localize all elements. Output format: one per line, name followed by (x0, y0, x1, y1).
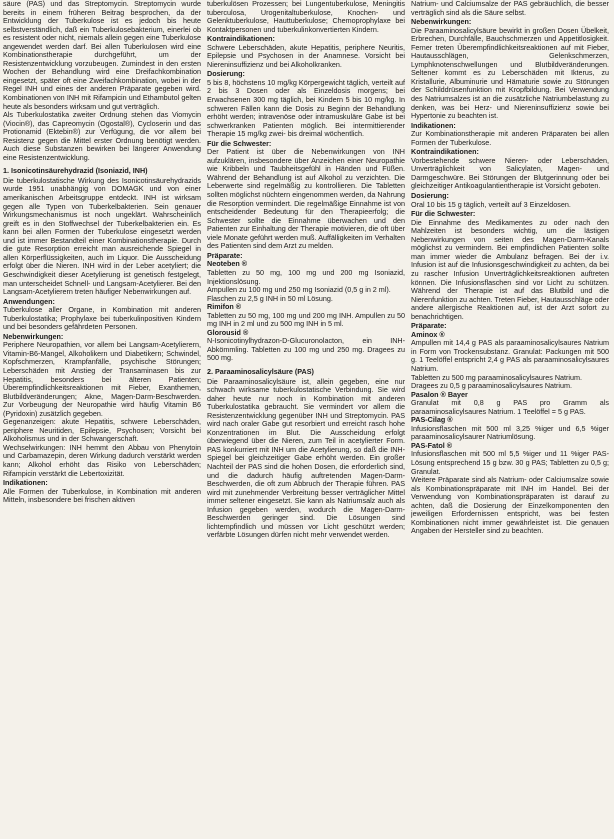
subheading: Für die Schwester: (207, 138, 272, 148)
paragraph: Flaschen zu 2,5 g INH in 50 ml Lösung. (207, 293, 333, 303)
paragraph: Die tuberkulostatische Wirkung des Isonicotinsäurehydrazids wurde 1951 unabhängig von DOMAGK und von einer amerikanischen Arbeitsgruppe entdeckt. INH ist wirksam gegen alle Typen von Tuberkelbakterien. Sein genauer Wirkungsmechanismus ist noch ungeklärt. Wahrscheinlich greift es in den Stoffwechsel der Tuberkelbakterien ein. Es kann bei allen Formen der Tuberkulose eingesetzt werden und ist immer Bestandteil einer Kombinationstherapie. Durch die gute Resorption erreicht man ausreichende Spiegel in allen Körperflüssigkeiten, auch im Liquor. Die Ausscheidung erfolgt über die Nieren. INH wird in der Leber acetyliert; die Geschwindigkeit dieser Acetylierung ist genetisch festgelegt, man unterscheidet Schnell- und Langsam-Acetylierer. Bei den Langsam-Acetylierern treten häufiger Nebenwirkungen auf. (3, 175, 201, 297)
product-name: Rimifon ® (207, 302, 242, 312)
product-name: PAS-Cilag ® (411, 415, 453, 425)
paragraph: Alle Formen der Tuberkulose, in Kombination mit anderen Mitteln, insbesondere bei frischen aktiven (3, 486, 201, 505)
text-column-right (411, 0, 609, 839)
paragraph: Infusionsflaschen mit 500 ml 3,25 %iger und 6,5 %iger paraaminosalicylsaurer Natriumlösung. (411, 423, 609, 442)
subheading: Kontraindikationen: (411, 147, 479, 157)
paragraph: Gegenanzeigen: akute Hepatitis, schwere Leberschäden, periphere Neuritiden, Epilepsie, Psychosen; Vorsicht bei Alkoholismus und in der Schwangerschaft. (3, 417, 201, 444)
paragraph: Dragees zu 0,5 g paraaminosalicylsaures Natrium. (411, 381, 572, 391)
subheading: Für die Schwester: (411, 209, 476, 219)
subheading: Anwendungen: (3, 296, 55, 306)
paragraph: 5 bis 8, höchstens 10 mg/kg Körpergewicht täglich, verteilt auf 2 bis 3 Dosen oder als Einzeldosis morgens; bei Erwachsenen 300 mg täglich, bei Kindern 5 bis 10 mg/kg. In schweren Fällen kann die Dosis zu Beginn der Behandlung erhöht werden; intravenöse oder intramuskuläre Gabe ist bei schwerkranken Patienten möglich. Bei intermittierender Therapie 15 mg/kg zwei- bis dreimal wöchentlich. (207, 77, 405, 139)
paragraph: Oral 10 bis 15 g täglich, verteilt auf 3 Einzeldosen. (411, 199, 571, 209)
subheading: Indikationen: (411, 120, 456, 130)
subheading: Dosierung: (411, 191, 449, 201)
paragraph: Schwere Leberschäden, akute Hepatitis, periphere Neuritis, Epilepsie und Psychosen in der Anamnese. Vorsicht bei Niereninsuffizienz und bei Alkoholkranken. (207, 42, 405, 69)
paragraph: Ampullen mit 14,4 g PAS als paraaminosalicylsaures Natrium in Form von Trockensubstanz. Granulat: Packungen mit 500 g. 1 Teelöffel entspricht 2,4 g PAS als paraaminosalicylsaures Natrium. (411, 338, 609, 373)
section-heading: 1. Isonicotinsäurehydrazid (Isoniazid, INH) (3, 166, 148, 176)
product-name: Pasalon ® Bayer (411, 389, 468, 399)
paragraph: Infusionsflaschen mit 500 ml 5,5 %iger und 11 %iger PAS-Lösung entsprechend 15 g bzw. 30 g PAS; Tabletten zu 0,5 g; Granulat. (411, 449, 609, 476)
product-name: Glorousid ® (207, 327, 249, 337)
paragraph: Periphere Neuropathien, vor allem bei Langsam-Acetylierern, Vitamin-B6-Mangel, Alkoholikern und Diabetikern; Schwindel, Kopfschmerzen, Krampfanfälle, psychische Störungen; Leberschäden mit Anstieg der Transaminasen bis zur Hepatitis, besonders bei älteren Patienten; Überempfindlichkeitsreaktionen mit Fieber, Exanthemen, Blutbildveränderungen; Akne, Magen-Darm-Beschwerden. Zur Vorbeugung der Neuropathie wird häufig Vitamin B6 (Pyridoxin) zusätzlich gegeben. (3, 340, 201, 418)
subheading: Präparate: (207, 250, 243, 260)
subheading: Nebenwirkungen: (411, 17, 472, 27)
text-column-left (3, 0, 201, 839)
paragraph: Die Einnahme des Medikamentes zu oder nach den Mahlzeiten ist besonders wichtig, um die lästigen Nebenwirkungen von seiten des Magen-Darm-Kanals möglichst zu vermindern. Bei empfindlichen Patienten sollte man immer wieder die Ambulanz befragen. Bei der i.v. Infusion ist auf die Infusionsgeschwindigkeit zu achten, da bei zu rascher Infusion Unverträglichkeitsreaktionen auftreten können. Die Infusionsflaschen sind vor Licht zu schützen. Während der Therapie ist auf das Blutbild und die Nierenfunktion zu achten. Treten Fieber, Hautausschläge oder andere allergische Reaktionen auf, ist der Arzt sofort zu benachrichtigen. (411, 217, 609, 321)
paragraph: N-Isonicotinylhydrazon-D-Glucuronolacton, ein INH-Abkömmling. Tabletten zu 100 mg und 250 mg. Dragees zu 500 mg. (207, 336, 405, 363)
paragraph: säure (PAS) und das Streptomycin. Streptomycin wurde bereits in einem früheren Beitrag besprochen, da der Entwicklung der Tuberkulose ist es jedoch bis heute selbstverständlich, daß ein Tuberkulosebakterium, einerlei ob es resistent oder nicht, niemals allein gegen eine Tuberkulose angewendet werden darf. Bei allen Tuberkulosen wird eine Kombinationstherapie durchgeführt, um der Resistenzentwicklung vorzubeugen. Zumindest in den ersten Wochen der Behandlung wird eine Dreifachkombination eingesetzt, später oft eine Zweifachkombination, wobei in der Regel INH und eines der anderen Präparate gegeben wird. Kombinationen von INH mit Rifampicin und Ethambutol gelten heute als besonders wirksam und gut verträglich. (3, 0, 201, 111)
paragraph: Tuberkulose aller Organe, in Kombination mit anderen Tuberkulostatika; Prophylaxe bei tuberkulinpositiven Kindern und bei besonders gefährdeten Personen. (3, 305, 201, 332)
section-heading: 2. Paraaminosalicylsäure (PAS) (207, 366, 314, 376)
paragraph: Ampullen zu 100 mg und 250 mg Isoniazid (0,5 g in 2 ml). (207, 285, 391, 295)
subheading: Kontraindikationen: (207, 34, 275, 44)
paragraph: Der Patient ist über die Nebenwirkungen von INH aufzuklären, insbesondere über Anzeichen einer Neuropathie wie Kribbeln und Taubheitsgefühl in Händen und Füßen. Während der Behandlung ist auf Alkohol zu verzichten. Die Leberwerte sind regelmäßig zu kontrollieren. Die Tabletten sollten möglichst nüchtern eingenommen werden, da Nahrung die Resorption vermindert. Die regelmäßige Einnahme ist von entscheidender Bedeutung für den Therapieerfolg; die Schwester sollte die Einnahme überwachen und den Patienten zur Einhaltung der Therapie motivieren, die oft über viele Monate geführt werden muß. Auffälligkeiten im Verhalten des Patienten sind dem Arzt zu melden. (207, 147, 405, 251)
paragraph: Die Paraaminosalicylsäure bewirkt in großen Dosen Übelkeit, Erbrechen, Durchfälle, Bauchschmerzen und Appetitlosigkeit. Ferner treten Überempfindlichkeitsreaktionen auf mit Fieber, Hautausschlägen, Gelenkschmerzen, Lymphknotenschwellungen und Blutbildveränderungen. Seltener kommt es zu Leberschäden mit Ikterus, zu Kristallurie, Albuminurie und Hämaturie sowie zu Störungen der Schilddrüsenfunktion mit Kropfbildung. Bei Verwendung des Natriumsalzes ist an die zusätzliche Natriumbelastung zu denken, was bei Herz- und Niereninsuffizienz sowie bei Hypertonie zu beachten ist. (411, 25, 609, 121)
paragraph: Zur Kombinationstherapie mit anderen Präparaten bei allen Formen der Tuberkulose. (411, 129, 609, 147)
paragraph: tuberkulösen Prozessen; bei Lungentuberkulose, Meningitis tuberculosa, Urogenitaltuberkulose, Knochen- und Gelenktuberkulose, Hauttuberkulose; Chemoprophylaxe bei Kontaktpersonen und tuberkulinkonvertierten Kindern. (207, 0, 405, 34)
paragraph: Tabletten zu 50 mg, 100 mg und 200 mg Isoniazid, Injektionslösung. (207, 267, 405, 286)
subheading: Dosierung: (207, 69, 245, 79)
subheading: Präparate: (411, 321, 447, 331)
paragraph: Tabletten zu 500 mg paraaminosalicylsaures Natrium. (411, 372, 582, 382)
paragraph: Wechselwirkungen: INH hemmt den Abbau von Phenytoin und Carbamazepin, deren Wirkung dadurch verstärkt werden kann; Alkohol erhöht das Risiko von Leberschäden; Rifampicin verstärkt die Lebertoxizität. (3, 442, 201, 478)
paragraph: Weitere Präparate sind als Natrium- oder Calciumsalze sowie als Kombinationspräparate mit INH im Handel. Bei der Verwendung von Kombinationspräparaten ist darauf zu achten, daß die Dosierung der Einzelkomponenten den jeweiligen Erfordernissen entspricht, was bei festen Kombinationen nicht immer gewährleistet ist. Die genauen Angaben der Hersteller sind zu beachten. (411, 475, 609, 536)
paragraph: Vorbestehende schwere Nieren- oder Leberschäden, Unverträglichkeit von Salicylaten, Magen- und Darmgeschwüre. Bei Störungen der Blutgerinnung oder bei gleichzeitiger Antikoagulantientherapie ist Vorsicht geboten. (411, 155, 609, 191)
paragraph: Granulat mit 0,8 g PAS pro Gramm als paraaminosalicylsaures Natrium. 1 Teelöffel = 5 g PAS. (411, 398, 609, 416)
product-name: Neoteben ® (207, 259, 248, 269)
text-column-middle (207, 0, 405, 839)
subheading: Nebenwirkungen: (3, 331, 64, 341)
product-name: PAS-Fatol ® (411, 440, 453, 450)
product-name: Aminox ® (411, 329, 445, 339)
paragraph: Tabletten zu 50 mg, 100 mg und 200 mg INH. Ampullen zu 50 mg INH in 2 ml und zu 500 mg INH in 5 ml. (207, 310, 405, 329)
paragraph: Als Tuberkulostatika zweiter Ordnung stehen das Viomycin (Viocin®), das Capreomycin (Ogostal®), Cycloserin und das Protionamid (Ektebin®) zur Verfügung, die vor allem bei Resistenz gegen die Mittel erster Ordnung benötigt werden. Auch diese Substanzen bewirken bei längerer Anwendung eine Resistenzentwicklung. (3, 110, 201, 162)
paragraph: Natrium- und Calciumsalze der PAS gebräuchlich, die besser verträglich sind als die Säure selbst. (411, 0, 609, 17)
subheading: Indikationen: (3, 478, 48, 488)
paragraph: Die Paraaminosalicylsäure ist, allein gegeben, eine nur schwach wirksame tuberkulostatische Verbindung. Sie wird daher heute nur noch in Kombination mit anderen Tuberkulostatika gebraucht. Sie vermindert vor allem die Resistenzentwicklung gegenüber INH und Streptomycin. PAS wird nach oraler Gabe gut resorbiert und erreicht rasch hohe Konzentrationen im Blut. Die Ausscheidung erfolgt überwiegend über die Nieren, zum Teil in acetylierter Form. PAS konkurriert mit INH um die Acetylierung, so daß die INH-Spiegel bei gleichzeitiger Gabe erhöht werden. Ein großer Nachteil der PAS sind die hohen Dosen, die erforderlich sind, und die dadurch häufig auftretenden Magen-Darm-Beschwerden, die oft zum Abbruch der Therapie führen. PAS wird mit zunehmender Verbreitung besser verträglicher Mittel immer seltener eingesetzt. Sie kann als Natriumsalz auch als Infusion gegeben werden, wodurch die Magen-Darm-Beschwerden geringer sind. Die Lösungen sind lichtempfindlich und müssen vor Licht geschützt werden; verfärbte Lösungen dürfen nicht mehr verwendet werden. (207, 376, 405, 540)
